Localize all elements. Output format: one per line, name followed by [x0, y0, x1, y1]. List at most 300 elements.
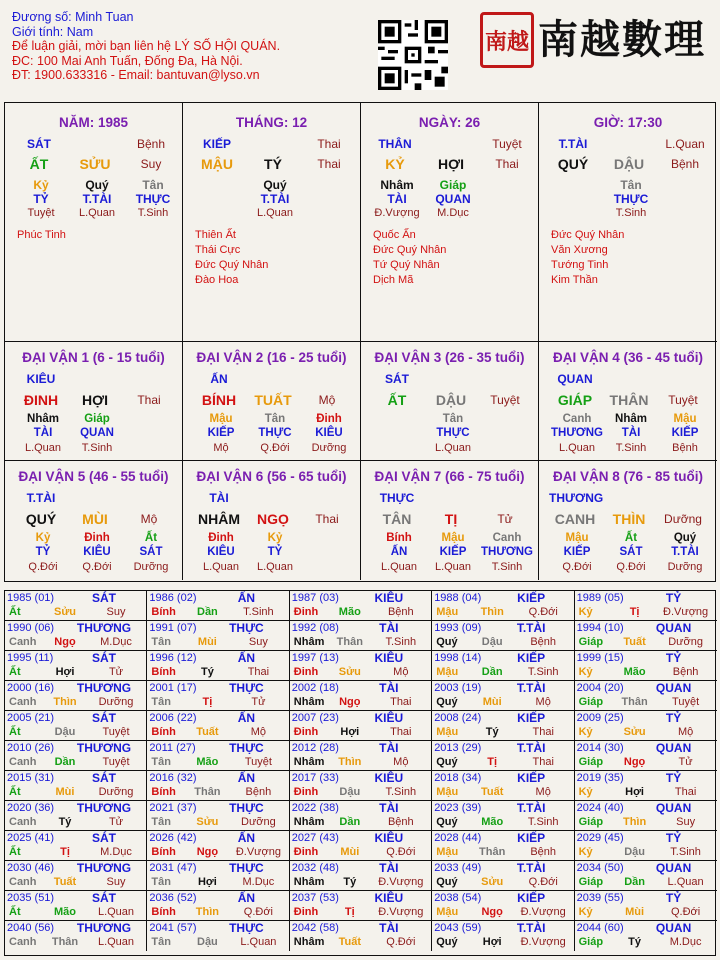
year-cell[interactable]	[147, 921, 289, 951]
dai-van-title: ĐẠI VẬN 4 (36 - 45 tuổi)	[552, 350, 704, 365]
year-stage: T.Sinh	[527, 816, 559, 828]
year-label: 2036 (52)	[149, 892, 197, 904]
year-branch: Mão	[481, 816, 504, 828]
year-cell[interactable]	[432, 711, 574, 741]
heaven-stem: CANH	[554, 511, 596, 527]
year-stem: Quý	[436, 756, 458, 768]
year-cell[interactable]	[5, 861, 147, 891]
year-cell[interactable]	[147, 651, 289, 681]
earth-branch: HỢI	[438, 156, 464, 172]
year-ten-god: ẤN	[237, 891, 256, 905]
year-label: 2041 (57)	[149, 922, 197, 934]
hidden-stage: Q.Đới	[260, 442, 290, 454]
year-cell[interactable]	[5, 801, 147, 831]
year-stem: Bính	[151, 786, 176, 798]
year-cell[interactable]	[290, 651, 432, 681]
dai-van-title: ĐẠI VẬN 1 (6 - 15 tuổi)	[22, 350, 165, 365]
ten-god: THƯƠNG	[549, 491, 604, 505]
ten-god: T.TÀI	[558, 137, 588, 151]
heaven-stem: NHÂM	[198, 511, 240, 527]
earth-branch: SỬU	[79, 156, 111, 172]
year-cell[interactable]	[5, 591, 147, 621]
year-ten-god: KIẾP	[517, 711, 546, 725]
year-cell[interactable]	[147, 771, 289, 801]
year-cell[interactable]	[5, 831, 147, 861]
dai-van-cell[interactable]	[539, 461, 717, 580]
qr-code-icon[interactable]	[378, 20, 448, 90]
year-cell[interactable]	[147, 831, 289, 861]
star-item: Đức Quý Nhân	[551, 229, 625, 241]
year-stem: Ất	[9, 606, 21, 618]
star-item: Tướng Tinh	[551, 259, 609, 271]
hidden-god: THỰC	[436, 427, 470, 439]
year-cell[interactable]	[147, 891, 289, 921]
year-branch: Mão	[54, 906, 76, 918]
year-cell[interactable]	[575, 621, 717, 651]
year-stage: Tử	[251, 696, 266, 708]
year-branch: Ngọ	[481, 906, 503, 918]
year-cell[interactable]	[432, 621, 574, 651]
year-label: 2004 (20)	[576, 682, 624, 694]
year-ten-god: ẤN	[237, 591, 256, 605]
star-item: Thái Cực	[195, 244, 241, 256]
year-cell[interactable]	[290, 741, 432, 771]
year-label: 2019 (35)	[576, 772, 624, 784]
year-branch: Tý	[343, 876, 357, 888]
year-stem: Tân	[151, 756, 171, 768]
hidden-stage: L.Quan	[256, 561, 294, 573]
pillar-cell[interactable]	[361, 103, 539, 342]
year-ten-god: THỰC	[229, 921, 264, 935]
year-stage: Thai	[247, 666, 270, 678]
year-ten-god: T.TÀI	[516, 861, 546, 875]
year-stage: Thai	[390, 696, 412, 708]
year-stem: Đinh	[293, 606, 319, 618]
branch-stage: Thai	[315, 512, 339, 526]
year-ten-god: ẤN	[237, 771, 256, 785]
year-cell[interactable]	[5, 651, 147, 681]
year-stage: Tử	[108, 816, 124, 828]
year-ten-god: SÁT	[92, 711, 116, 725]
dai-van-cell[interactable]	[361, 342, 539, 461]
year-stem: Nhâm	[293, 936, 325, 948]
year-ten-god: TÀI	[379, 621, 399, 635]
hidden-stage: M.Dục	[437, 207, 469, 219]
year-cell[interactable]	[290, 831, 432, 861]
year-stage: Thai	[532, 726, 554, 738]
earth-branch: DẬU	[613, 156, 645, 172]
year-ten-god: THỰC	[229, 801, 264, 815]
ten-god: KIẾP	[202, 137, 231, 151]
year-ten-god: T.TÀI	[516, 921, 546, 935]
year-label: 2032 (48)	[291, 862, 339, 874]
year-ten-god: TỶ	[665, 891, 682, 905]
branch-stage: Dưỡng	[664, 512, 702, 526]
year-stem: Mậu	[436, 666, 459, 678]
year-stem: Kỷ	[578, 606, 593, 618]
year-branch: Dậu	[197, 936, 218, 948]
hidden-stem: Bính	[386, 532, 412, 544]
year-cell[interactable]	[147, 621, 289, 651]
hidden-stage: Q.Đới	[82, 561, 112, 573]
year-cell[interactable]	[147, 861, 289, 891]
hidden-god: TỶ	[35, 546, 51, 558]
hidden-god: TỶ	[33, 192, 49, 206]
year-cell[interactable]	[432, 921, 574, 951]
year-stem: Đinh	[293, 906, 319, 918]
year-ten-god: SÁT	[92, 831, 116, 845]
year-branch: Tuất	[623, 636, 646, 648]
year-ten-god: KIẾP	[517, 591, 546, 605]
year-ten-god: TỶ	[665, 591, 682, 605]
year-stem: Kỷ	[578, 786, 593, 798]
year-cell[interactable]	[147, 741, 289, 771]
year-label: 2016 (32)	[149, 772, 197, 784]
year-branch: Mùi	[482, 696, 502, 708]
year-stage: Mộ	[393, 756, 409, 768]
year-cell[interactable]	[5, 891, 147, 921]
year-cell[interactable]	[147, 681, 289, 711]
year-stem: Giáp	[578, 876, 604, 888]
year-ten-god: QUAN	[655, 921, 692, 935]
year-cell[interactable]	[5, 921, 147, 951]
year-branch: Ngọ	[54, 636, 76, 648]
year-branch: Thân	[51, 936, 79, 948]
branch-stage: Tuyệt	[490, 393, 520, 407]
year-label: 2035 (51)	[7, 892, 55, 904]
hidden-stage: L.Quan	[202, 561, 240, 573]
year-stem: Tân	[151, 636, 171, 648]
year-label: 2017 (33)	[291, 772, 339, 784]
life-stage: Bệnh	[136, 137, 166, 151]
hidden-stem: Giáp	[439, 178, 467, 192]
hidden-stem: Ất	[624, 532, 638, 544]
year-stem: Bính	[151, 726, 176, 738]
year-cell[interactable]	[290, 711, 432, 741]
dai-van-cell[interactable]	[539, 342, 717, 461]
year-cell[interactable]	[290, 891, 432, 921]
year-stem: Quý	[436, 816, 458, 828]
year-label: 2038 (54)	[434, 892, 482, 904]
hidden-god: THỰC	[135, 192, 171, 206]
year-stem: Tân	[151, 816, 171, 828]
year-stem: Ất	[9, 726, 21, 738]
pillar-cell[interactable]	[539, 103, 717, 342]
star-item: Kim Thần	[551, 274, 598, 286]
year-ten-god: KIẾP	[517, 771, 546, 785]
year-ten-god: T.TÀI	[516, 681, 546, 695]
hidden-stage: T.Sinh	[615, 207, 647, 219]
dai-van-cell[interactable]	[183, 342, 361, 461]
year-cell[interactable]	[290, 771, 432, 801]
year-stem: Nhâm	[293, 696, 325, 708]
year-stage: M.Dục	[242, 876, 275, 888]
branch-stage: Suy	[140, 157, 162, 171]
year-ten-god: T.TÀI	[516, 621, 546, 635]
year-stage: Tử	[108, 666, 124, 678]
year-stem: Canh	[9, 876, 37, 888]
hidden-stage: T.Sinh	[491, 561, 523, 573]
year-cell[interactable]	[575, 591, 717, 621]
pillar-title: GIỜ: 17:30	[593, 115, 663, 130]
dai-van-cell[interactable]	[183, 461, 361, 580]
year-stage: T.Sinh	[385, 786, 417, 798]
life-stage: L.Quan	[665, 137, 705, 151]
hidden-stem: Đinh	[208, 532, 234, 544]
branch-stage: Mộ	[318, 393, 336, 407]
hidden-god: T.TÀI	[260, 192, 290, 206]
year-stage: Thai	[390, 726, 412, 738]
earth-branch: TÝ	[264, 156, 282, 172]
year-branch: Thìn	[622, 816, 647, 828]
year-stem: Nhâm	[293, 756, 325, 768]
hidden-stage: Bệnh	[672, 442, 698, 454]
hidden-stage: Dưỡng	[311, 442, 347, 454]
hidden-stem: Tân	[264, 413, 286, 425]
year-stem: Quý	[436, 936, 458, 948]
hidden-stage: Q.Đới	[28, 561, 58, 573]
pillar-title: THÁNG: 12	[235, 115, 308, 130]
year-stage: Dưỡng	[98, 786, 134, 798]
year-stage: T.Sinh	[670, 846, 701, 858]
year-stem: Mậu	[436, 726, 459, 738]
star-item: Đào Hoa	[195, 274, 239, 286]
year-cell[interactable]	[290, 591, 432, 621]
hidden-stem: Tân	[620, 178, 642, 192]
dai-van-cell[interactable]	[5, 461, 183, 580]
dai-van-cell[interactable]	[5, 342, 183, 461]
star-item: Văn Xương	[551, 244, 608, 256]
year-label: 2009 (25)	[576, 712, 624, 724]
year-cell[interactable]	[432, 891, 574, 921]
year-cell[interactable]	[290, 861, 432, 891]
dai-van-title: ĐẠI VẬN 5 (46 - 55 tuổi)	[18, 469, 169, 484]
year-cell[interactable]	[5, 621, 147, 651]
year-cell[interactable]	[575, 741, 717, 771]
year-stage: Tuyệt	[102, 756, 130, 768]
hidden-stem: Mậu	[209, 413, 233, 425]
year-ten-god: THƯƠNG	[76, 681, 132, 695]
year-cell[interactable]	[432, 861, 574, 891]
ten-god: THỰC	[379, 491, 415, 505]
year-branch: Sửu	[196, 816, 219, 828]
star-item: Đức Quý Nhân	[373, 244, 447, 256]
pillar-cell[interactable]	[183, 103, 361, 342]
year-cell[interactable]	[432, 681, 574, 711]
branch-stage: Bệnh	[670, 157, 700, 171]
year-cell[interactable]	[5, 681, 147, 711]
year-label: 2023 (39)	[434, 802, 482, 814]
year-stage: Bệnh	[530, 636, 557, 648]
heaven-stem: ĐINH	[23, 392, 59, 408]
hidden-stem: Ất	[144, 532, 158, 544]
year-stage: Đ.Vượng	[663, 606, 709, 618]
year-label: 2029 (45)	[576, 832, 624, 844]
year-label: 2022 (38)	[291, 802, 339, 814]
hidden-stem: Nhâm	[615, 413, 647, 425]
year-branch: Tị	[202, 696, 213, 708]
dai-van-cell[interactable]	[361, 461, 539, 580]
star-list	[17, 228, 66, 243]
year-stage: Mộ	[677, 726, 694, 738]
year-branch: Ngọ	[623, 756, 646, 768]
year-stage: Đ.Vượng	[520, 936, 566, 948]
year-stem: Canh	[9, 756, 37, 768]
year-stage: Dưỡng	[241, 816, 276, 828]
year-stage: Dưỡng	[98, 696, 134, 708]
ten-god: T.TÀI	[26, 491, 56, 505]
year-stage: Bệnh	[672, 666, 699, 678]
earth-branch: MÙI	[82, 511, 108, 527]
year-ten-god: THƯƠNG	[76, 801, 132, 815]
hidden-god: THỰC	[613, 192, 649, 206]
year-cell[interactable]	[432, 591, 574, 621]
year-cell[interactable]	[290, 681, 432, 711]
year-label: 2003 (19)	[434, 682, 482, 694]
year-cell[interactable]	[290, 621, 432, 651]
year-cell[interactable]	[432, 771, 574, 801]
dai-van-title: ĐẠI VẬN 2 (16 - 25 tuổi)	[196, 350, 347, 365]
star-list	[195, 228, 268, 288]
year-cell[interactable]	[575, 831, 717, 861]
year-branch: Dậu	[54, 726, 76, 738]
star-list	[373, 228, 446, 288]
year-stem: Đinh	[293, 786, 319, 798]
earth-branch: TỊ	[444, 511, 458, 527]
hidden-stage: T.Sinh	[81, 442, 113, 454]
year-stem: Giáp	[578, 696, 604, 708]
year-cell[interactable]	[432, 831, 574, 861]
year-stem: Kỷ	[578, 906, 593, 918]
year-cell[interactable]	[575, 771, 717, 801]
year-branch: Thìn	[338, 756, 362, 768]
year-branch: Hợi	[625, 786, 644, 798]
pillar-cell[interactable]	[5, 103, 183, 342]
year-ten-god: SÁT	[92, 591, 116, 605]
heaven-stem: QUÝ	[25, 511, 57, 527]
heaven-stem: TÂN	[382, 511, 412, 527]
year-stem: Ất	[9, 846, 21, 858]
hidden-stage: L.Quan	[434, 561, 472, 573]
year-cell[interactable]	[5, 711, 147, 741]
hidden-stage: Đ.Vượng	[374, 207, 420, 219]
year-cell[interactable]	[5, 741, 147, 771]
contact-phone-email: ĐT: 1900.633316 - Email: bantuvan@lyso.vn	[12, 68, 260, 82]
year-ten-god: THỰC	[229, 621, 264, 635]
year-label: 1986 (02)	[149, 592, 197, 604]
hidden-god: QUAN	[80, 427, 114, 439]
hidden-god: TỶ	[267, 546, 283, 558]
hidden-stage: T.Sinh	[615, 442, 647, 454]
year-stage: Suy	[248, 636, 268, 648]
year-label: 2043 (59)	[434, 922, 482, 934]
year-cell[interactable]	[147, 711, 289, 741]
year-label: 1999 (15)	[576, 652, 624, 664]
year-cell[interactable]	[290, 921, 432, 951]
year-cell[interactable]	[432, 801, 574, 831]
star-item: Thiên Ất	[195, 229, 236, 241]
year-cell[interactable]	[575, 651, 717, 681]
hidden-stem: Tân	[442, 413, 464, 425]
year-stem: Quý	[436, 636, 458, 648]
year-stage: Q.Đới	[243, 906, 273, 918]
year-cell[interactable]	[575, 921, 717, 951]
ten-god: QUAN	[557, 372, 593, 386]
year-ten-god: TỶ	[665, 831, 682, 845]
year-branch: Thìn	[53, 696, 77, 708]
year-stem: Tân	[151, 876, 171, 888]
hidden-god: THƯƠNG	[481, 546, 533, 558]
hidden-stage: L.Quan	[24, 442, 62, 454]
year-branch: Mão	[623, 666, 646, 678]
year-stem: Kỷ	[578, 846, 593, 858]
year-cell[interactable]	[432, 741, 574, 771]
year-ten-god: THƯƠNG	[76, 921, 132, 935]
year-branch: Sửu	[338, 666, 361, 678]
year-stage: Tuyệt	[244, 756, 272, 768]
year-label: 1992 (08)	[291, 622, 339, 634]
year-stem: Bính	[151, 606, 176, 618]
year-ten-god: TÀI	[379, 921, 399, 935]
hidden-stem: Kỷ	[33, 178, 49, 192]
year-ten-god: THƯƠNG	[76, 741, 132, 755]
hidden-stage: Tuyệt	[27, 207, 55, 219]
year-cell[interactable]	[432, 651, 574, 681]
year-stem: Ất	[9, 666, 21, 678]
branch-stage: Tử	[497, 512, 513, 526]
year-cell[interactable]	[147, 801, 289, 831]
year-label: 2011 (27)	[149, 742, 196, 754]
year-branch: Tuất	[480, 786, 504, 798]
year-label: 2001 (17)	[149, 682, 197, 694]
year-branch: Mùi	[625, 906, 645, 918]
hidden-stem: Tân	[142, 178, 164, 192]
year-cell[interactable]	[575, 711, 717, 741]
year-stage: Đ.Vượng	[378, 906, 424, 918]
year-stem: Ất	[9, 906, 21, 918]
hidden-god: ẤN	[390, 546, 408, 558]
year-cell[interactable]	[575, 891, 717, 921]
year-stage: Suy	[676, 816, 696, 828]
hidden-stage: Q.Đới	[562, 561, 592, 573]
year-stem: Kỷ	[578, 666, 593, 678]
year-cell[interactable]	[5, 771, 147, 801]
year-label: 1994 (10)	[576, 622, 624, 634]
year-cell[interactable]	[575, 801, 717, 831]
year-cell[interactable]	[575, 861, 717, 891]
dai-van-title: ĐẠI VẬN 8 (76 - 85 tuổi)	[552, 469, 704, 484]
hidden-stem: Đinh	[316, 413, 342, 425]
year-branch: Dần	[481, 666, 503, 678]
year-branch: Thân	[194, 786, 221, 798]
ten-god: ẤN	[210, 372, 228, 386]
year-cell[interactable]	[290, 801, 432, 831]
brand-logo: 南越數理	[538, 16, 706, 63]
pillar-title: NĂM: 1985	[58, 115, 129, 130]
year-cell[interactable]	[575, 681, 717, 711]
year-stage: L.Quan	[97, 936, 135, 948]
year-ten-god: TÀI	[379, 801, 399, 815]
year-label: 2018 (34)	[434, 772, 482, 784]
year-label: 2031 (47)	[149, 862, 197, 874]
year-ten-god: TÀI	[379, 681, 399, 695]
year-label: 1987 (03)	[291, 592, 339, 604]
year-ten-god: TỶ	[665, 771, 682, 785]
year-label: 1996 (12)	[149, 652, 197, 664]
year-cell[interactable]	[147, 591, 289, 621]
year-stem: Tân	[151, 936, 171, 948]
year-label: 2025 (41)	[7, 832, 55, 844]
